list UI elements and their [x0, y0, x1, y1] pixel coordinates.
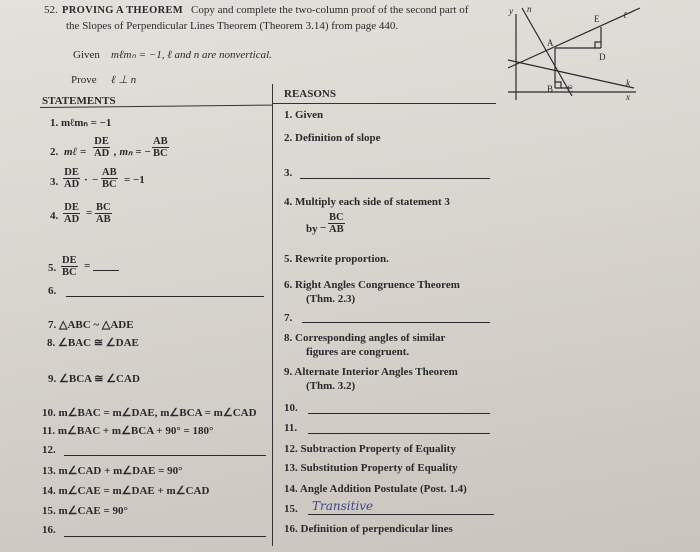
right-angle-mark-b: [555, 82, 561, 88]
given-text: mℓmₙ = −1, ℓ and n are nonvertical.: [111, 49, 272, 61]
statement-2-number: 2.: [50, 146, 59, 158]
statement-3-fraction-ab-bc: $\frac{AB}{BC}$: [102, 167, 117, 190]
reason-4-minus: −: [320, 222, 327, 234]
statement-3-fraction-de-ad: $\frac{DE}{AD}$: [64, 167, 80, 190]
watermark: [554, 285, 560, 301]
statement-3-dot: ·: [84, 174, 88, 186]
statement-8: 8. ∠BAC ≅ ∠DAE: [47, 337, 139, 349]
diagram-label-l: ℓ: [623, 10, 627, 20]
statement-16: 16.: [42, 524, 56, 536]
problem-text-line1: Copy and complete the two-column proof of the second part of: [191, 4, 469, 16]
reason-15: 15.: [284, 503, 298, 515]
statement-5-equals: =: [84, 260, 91, 272]
problem-number: 52.: [44, 4, 58, 16]
statement-2-mn: , mₙ = −: [114, 146, 151, 158]
diagram-label-b: B: [547, 84, 554, 94]
proof-diagram: [500, 0, 700, 110]
reason-4-line1: 4. Multiply each side of statement 3: [284, 196, 450, 208]
reason-5: 5. Rewrite proportion.: [284, 253, 389, 265]
line-n: [522, 8, 572, 96]
reason-9-line2: (Thm. 3.2): [306, 380, 356, 392]
statement-2-ml: mℓ =: [64, 146, 87, 158]
problem-text-line2: the Slopes of Perpendicular Lines Theorem (Theorem 3.14) from page 440.: [66, 20, 399, 32]
statement-2-fraction-de-ad: $\frac{DE}{AD}$: [94, 136, 110, 159]
reason-11-blank: [308, 433, 490, 434]
statement-12: 12.: [42, 444, 56, 456]
statement-7: 7. △ABC ~ △ADE: [48, 319, 134, 331]
right-angle-mark-d: [595, 42, 601, 48]
reason-14: 14. Angle Addition Postulate (Post. 1.4): [284, 483, 467, 495]
reason-7: 7.: [284, 312, 293, 324]
reason-9-line1: 9. Alternate Interior Angles Theorem: [284, 366, 458, 378]
prove-text: ℓ ⊥ n: [111, 74, 137, 86]
diagram-label-k: k: [626, 78, 630, 88]
reason-1: 1. Given: [284, 109, 324, 121]
diagram-label-c: C: [567, 84, 574, 94]
statement-4-fraction-de-ad: $\frac{DE}{AD}$: [64, 202, 80, 225]
reason-13: 13. Substitution Property of Equality: [284, 462, 458, 474]
statement-1: 1. mℓmₙ = −1: [50, 117, 112, 129]
reason-6-line1: 6. Right Angles Congruence Theorem: [284, 279, 460, 291]
reason-12: 12. Subtraction Property of Equality: [284, 443, 456, 455]
reason-6-line2: (Thm. 2.3): [306, 293, 356, 305]
statement-12-blank: [64, 455, 266, 456]
statement-5-number: 5.: [48, 262, 57, 274]
statement-4-equals: =: [86, 207, 93, 219]
prove-label: Prove: [71, 74, 97, 86]
given-label: Given: [73, 49, 100, 61]
reason-3: 3.: [284, 167, 293, 179]
statement-4-fraction-bc-ab: $\frac{BC}{AB}$: [96, 202, 111, 225]
diagram-label-a: A: [547, 38, 554, 48]
reason-4-fraction-bc-ab: $\frac{BC}{AB}$: [329, 212, 344, 235]
reason-15-handwritten-answer: Transitive: [312, 499, 374, 513]
diagram-label-x: x: [626, 92, 630, 102]
statement-5-blank: [93, 270, 119, 271]
statements-header: STATEMENTS: [42, 95, 116, 107]
reason-4-by: by: [306, 223, 318, 235]
problem-title: PROVING A THEOREM: [62, 5, 184, 16]
statement-15: 15. m∠CAE = 90°: [42, 505, 128, 517]
reasons-header: REASONS: [284, 88, 336, 100]
diagram-label-e: E: [594, 14, 600, 24]
statement-3-equals: = −1: [124, 174, 145, 186]
statement-16-blank: [64, 536, 266, 537]
header-rule-right: [272, 103, 496, 104]
statement-10: 10. m∠BAC = m∠DAE, m∠BCA = m∠CAD: [42, 407, 257, 419]
statement-6-blank: [66, 296, 264, 297]
reason-10: 10.: [284, 402, 298, 414]
statement-5-fraction-de-bc: $\frac{DE}{BC}$: [62, 255, 77, 278]
statement-13: 13. m∠CAD + m∠DAE = 90°: [42, 465, 183, 477]
column-divider: [272, 84, 273, 546]
reason-8-line1: 8. Corresponding angles of similar: [284, 332, 446, 344]
diagram-label-y: y: [509, 6, 513, 16]
statement-4-number: 4.: [50, 210, 59, 222]
statement-3-minus: −: [92, 174, 99, 186]
statement-14: 14. m∠CAE = m∠DAE + m∠CAD: [42, 485, 210, 497]
statement-6: 6.: [48, 285, 57, 297]
statement-11: 11. m∠BAC + m∠BCA + 90° = 180°: [42, 425, 214, 437]
reason-10-blank: [308, 413, 490, 414]
diagram-label-d: D: [599, 52, 606, 62]
diagram-label-n: n: [527, 4, 532, 14]
statement-2-fraction-ab-bc: $\frac{AB}{BC}$: [153, 136, 168, 159]
reason-7-blank: [302, 322, 490, 323]
reason-11: 11.: [284, 422, 298, 434]
reason-16: 16. Definition of perpendicular lines: [284, 523, 453, 535]
statement-9: 9. ∠BCA ≅ ∠CAD: [48, 373, 140, 385]
reason-15-blank: [308, 514, 494, 515]
reason-2: 2. Definition of slope: [284, 132, 381, 144]
statement-3-number: 3.: [50, 176, 59, 188]
reason-3-blank: [300, 178, 490, 179]
reason-8-line2: figures are congruent.: [306, 346, 410, 358]
